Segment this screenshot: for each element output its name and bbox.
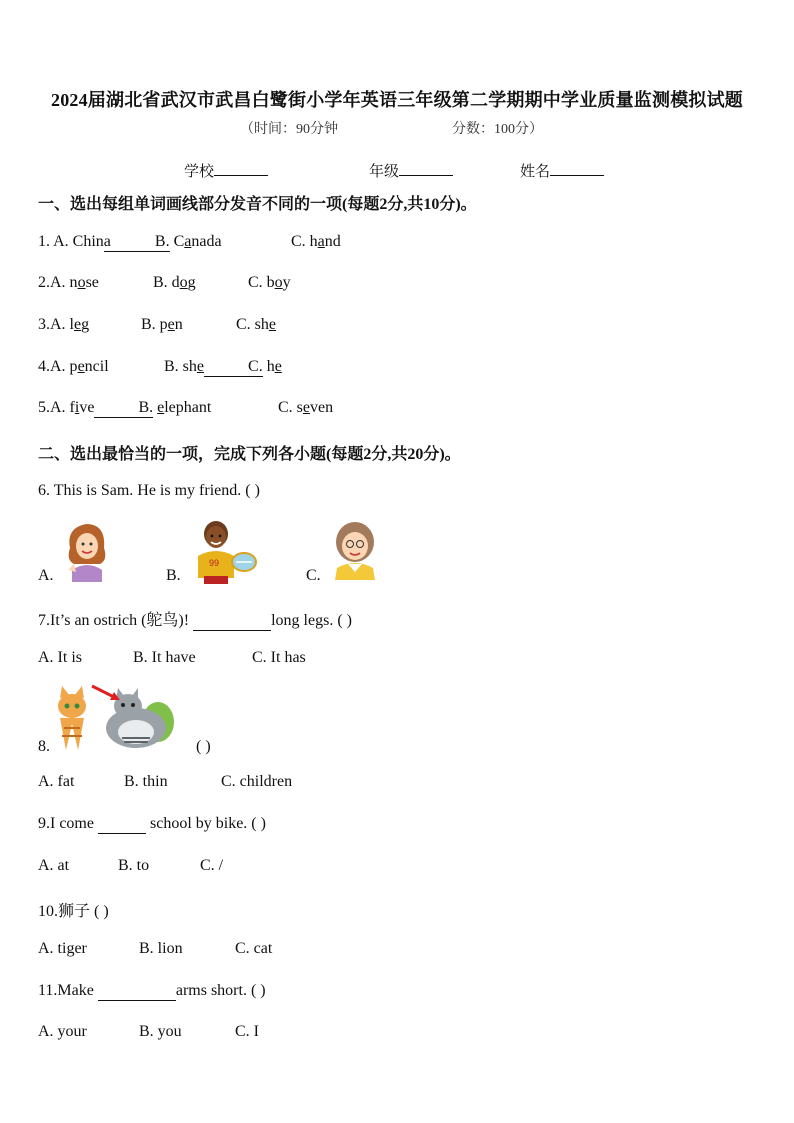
question-9-option-c[interactable]: C. / — [200, 857, 224, 874]
question-7-option-a[interactable]: A. It is — [38, 649, 82, 666]
grade-blank[interactable] — [399, 161, 453, 176]
question-11-option-c[interactable]: C. I — [235, 1023, 259, 1040]
question-4: 4.A. pencil — [38, 358, 109, 375]
question-6-option-c[interactable]: C. — [306, 567, 321, 584]
question-9-option-b[interactable]: B. to — [118, 857, 150, 874]
name-field[interactable] — [520, 160, 604, 181]
answer-blank[interactable] — [204, 358, 248, 377]
page-title: 2024届湖北省武汉市武昌白鹭街小学年英语三年级第二学期期中学业质量监测模拟试题 — [51, 90, 743, 110]
girl-picture — [64, 520, 110, 582]
answer-blank[interactable] — [111, 233, 155, 252]
question-10-option-a[interactable]: A. tiger — [38, 940, 87, 957]
question-8-option-b[interactable]: B. thin — [124, 773, 168, 790]
question-11-stem: 11.Make arms short. ( ) — [38, 982, 266, 999]
svg-text:99: 99 — [209, 558, 220, 568]
section2-heading: 二、选出最恰当的一项，完成下列各小题(每题2分,共20分)。 — [38, 446, 461, 463]
question-11-option-b[interactable]: B. you — [139, 1023, 182, 1040]
question-1-option-c: C. hand — [291, 233, 341, 250]
school-label: 学校 — [184, 164, 215, 180]
answer-blank[interactable] — [94, 399, 138, 418]
question-6-stem: 6. This is Sam. He is my friend. ( ) — [38, 482, 260, 499]
question-3-option-b: B. pen — [141, 316, 183, 333]
question-2: 2.A. nose — [38, 274, 99, 291]
question-8-paren: ( ) — [196, 738, 211, 755]
question-6-option-b[interactable]: B. — [166, 567, 181, 584]
question-7-option-b[interactable]: B. It have — [133, 649, 196, 666]
question-10-stem: 10.狮子 ( ) — [38, 903, 109, 920]
section1-heading: 一、选出每组单词画线部分发音不同的一项(每题2分,共10分)。 — [38, 196, 477, 213]
cats-picture — [52, 684, 178, 752]
question-2-option-b: B. dog — [153, 274, 196, 291]
answer-blank[interactable] — [98, 982, 176, 1001]
school-field[interactable] — [184, 160, 268, 181]
question-9-stem: 9.I come school by bike. ( ) — [38, 815, 266, 832]
grade-label: 年级 — [369, 164, 400, 180]
time-info: （时间：90分钟 — [240, 122, 338, 137]
name-label: 姓名 — [520, 164, 551, 180]
question-5: 5.A. five B. elephant — [38, 399, 212, 416]
question-7-stem: 7.It’s an ostrich (鸵鸟)! long legs. ( ) — [38, 612, 352, 629]
question-4-option-bc: B. she C. he — [164, 358, 282, 375]
answer-blank[interactable] — [98, 815, 146, 834]
question-8-option-a[interactable]: A. fat — [38, 773, 75, 790]
question-3-option-c: C. she — [236, 316, 277, 333]
score-info: 分数：100分） — [452, 122, 543, 137]
grade-field[interactable] — [369, 160, 453, 181]
answer-blank[interactable] — [193, 612, 271, 631]
question-11-option-a[interactable]: A. your — [38, 1023, 87, 1040]
question-5-option-c: C. seven — [278, 399, 334, 416]
question-8-number: 8. — [38, 738, 50, 755]
school-blank[interactable] — [214, 161, 268, 176]
question-10-option-b[interactable]: B. lion — [139, 940, 183, 957]
grandma-picture — [330, 520, 380, 580]
question-7-option-c[interactable]: C. It has — [252, 649, 306, 666]
question-3: 3.A. leg — [38, 316, 90, 333]
question-6-option-a[interactable]: A. — [38, 567, 54, 584]
question-1: 1. A. China B. Canada — [38, 233, 222, 250]
question-9-option-a[interactable]: A. at — [38, 857, 70, 874]
question-8-option-c[interactable]: C. children — [221, 773, 293, 790]
question-2-option-c: C. boy — [248, 274, 291, 291]
name-blank[interactable] — [550, 161, 604, 176]
question-10-option-c[interactable]: C. cat — [235, 940, 273, 957]
boy-picture — [192, 518, 262, 584]
